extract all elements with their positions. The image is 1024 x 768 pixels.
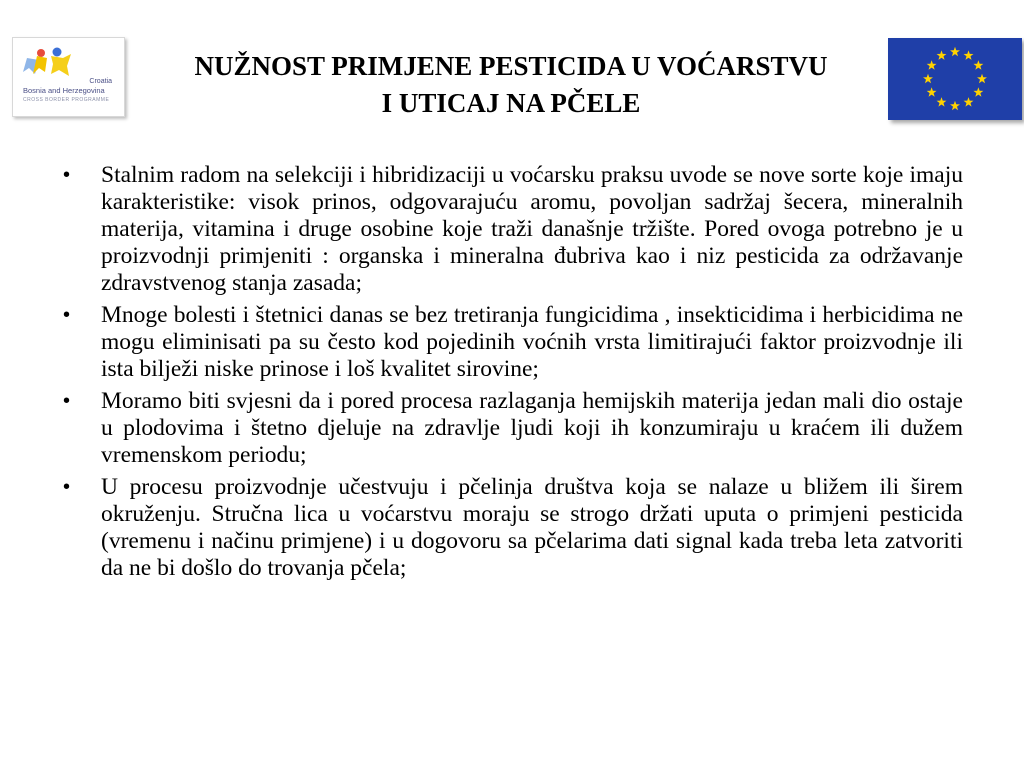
eu-star-icon [927,87,937,96]
bullet-icon: • [63,164,71,186]
bullet-icon: • [63,476,71,498]
slide-title [130,48,892,122]
bullet-item [58,474,963,582]
bullet-icon: • [63,304,71,326]
eu-flag-icon [888,38,1022,120]
bullet-text: Mnoge bolesti i štetnici danas se bez tretiranja fungicidima , insekticidima i herbicidima ne mogu eliminisati pa su često kod pojedinih voćnih vrsta limitirajući faktor proizvodnje ili ista bilježi niske prinose i loš kvalitet sirovine; [101,302,963,382]
bullet-item [58,162,963,297]
logo-text-croatia: Croatia [89,78,112,85]
eu-star-icon [977,74,987,83]
logo-text-bih: Bosnia and Herzegovina [23,86,105,95]
bullet-text: Moramo biti svjesni da i pored procesa razlaganja hemijskih materija jedan mali dio ostaje u plodovima i štetno djeluje na zdravlje ljudi koji ih konzumiraju u kraćem ili dužem vremenskom periodu; [101,388,963,468]
program-logo [12,37,125,117]
bullet-icon: • [63,390,71,412]
bullet-list [58,162,963,587]
bullet-item [58,388,963,469]
eu-star-icon [964,97,974,106]
eu-star-icon [964,50,974,59]
eu-star-icon [937,97,947,106]
bullet-text: U procesu proizvodnje učestvuju i pčelinja društva koja se nalaze u bližem ili širem okruženju. Stručna lica u voćarstvu moraju se strogo držati uputa o primjeni pesticida (vremenu i načinu primjene) i u dogovoru sa pčelarima dati signal kada treba leta zatvoriti da ne bi došlo do trovanja pčela; [101,474,963,581]
logo-text-programme: CROSS BORDER PROGRAMME [23,97,110,103]
slide-title-line2: I UTICAJ NA PČELE [381,88,641,118]
bullet-text: Stalnim radom na selekciji i hibridizaciji u voćarsku praksu uvode se nove sorte koje imaju karakteristike: visok prinos, odgovarajuću aromu, povoljan sadržaj šecera, mineralnih materija, vitamina i druge osobine koje traži današnje tržište. Pored ovoga potrebno je u proizvodnji primjeniti : organska i mineralna đubriva kao i niz pesticida za održavanje zdravstvenog stanja zasada; [101,162,963,296]
bullet-item [58,302,963,383]
eu-star-icon [923,74,933,83]
eu-star-icon [973,60,983,69]
eu-star-icon [950,47,960,56]
slide-title-line1: NUŽNOST PRIMJENE PESTICIDA U VOĆARSTVU [194,51,828,81]
eu-star-icon [950,101,960,110]
eu-star-icon [937,50,947,59]
eu-star-icon [927,60,937,69]
eu-star-icon [973,87,983,96]
